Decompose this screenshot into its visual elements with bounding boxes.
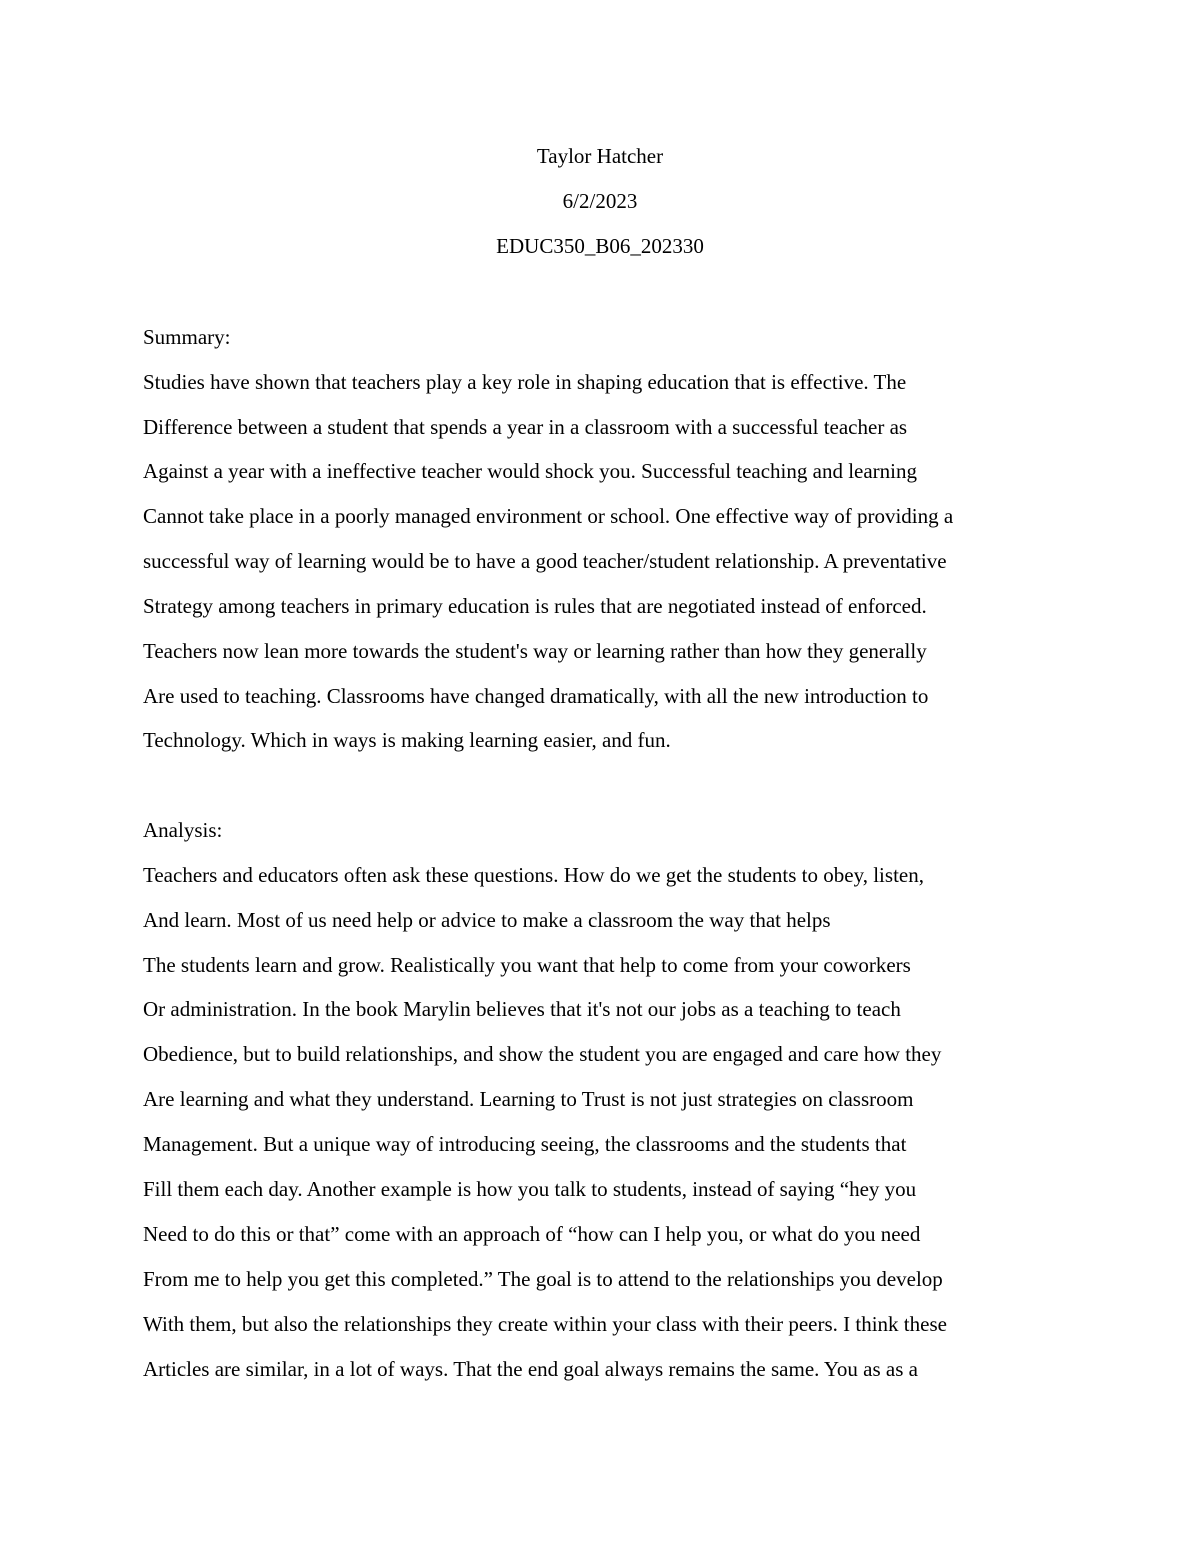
analysis-line: Management. But a unique way of introducing seeing, the classrooms and the students that bbox=[143, 1132, 907, 1156]
document-date: 6/2/2023 bbox=[562, 189, 638, 213]
analysis-line: And learn. Most of us need help or advice to make a classroom the way that helps bbox=[143, 908, 831, 932]
summary-line: Strategy among teachers in primary education is rules that are negotiated instead of enforced. bbox=[143, 594, 927, 618]
analysis-line: Are learning and what they understand. Learning to Trust is not just strategies on classroom bbox=[143, 1087, 914, 1111]
summary-line: Difference between a student that spends a year in a classroom with a successful teacher as bbox=[143, 415, 908, 439]
analysis-heading: Analysis: bbox=[143, 818, 223, 842]
analysis-line: With them, but also the relationships they create within your class with their peers. I think these bbox=[143, 1312, 947, 1336]
summary-line: Technology. Which in ways is making learning easier, and fun. bbox=[143, 728, 671, 752]
course-code: EDUC350_B06_202330 bbox=[496, 234, 704, 258]
analysis-line: The students learn and grow. Realistically you want that help to come from your coworkers bbox=[143, 953, 911, 977]
analysis-line: Teachers and educators often ask these questions. How do we get the students to obey, listen, bbox=[143, 863, 924, 887]
analysis-line: Articles are similar, in a lot of ways. That the end goal always remains the same. You as as a bbox=[143, 1357, 918, 1381]
analysis-line: From me to help you get this completed.” The goal is to attend to the relationships you develop bbox=[143, 1267, 943, 1291]
analysis-line: Obedience, but to build relationships, and show the student you are engaged and care how they bbox=[143, 1042, 942, 1066]
summary-heading: Summary: bbox=[143, 325, 231, 349]
summary-line: Teachers now lean more towards the student's way or learning rather than how they generally bbox=[143, 639, 927, 663]
author-name: Taylor Hatcher bbox=[536, 144, 664, 168]
analysis-line: Or administration. In the book Marylin believes that it's not our jobs as a teaching to teach bbox=[143, 997, 901, 1021]
analysis-line: Fill them each day. Another example is how you talk to students, instead of saying “hey you bbox=[143, 1177, 917, 1201]
summary-line: Are used to teaching. Classrooms have changed dramatically, with all the new introduction to bbox=[143, 684, 929, 708]
summary-line: successful way of learning would be to have a good teacher/student relationship. A preventative bbox=[143, 549, 947, 573]
summary-line: Cannot take place in a poorly managed environment or school. One effective way of providing a bbox=[143, 504, 954, 528]
analysis-line: Need to do this or that” come with an approach of “how can I help you, or what do you need bbox=[143, 1222, 921, 1246]
summary-line: Studies have shown that teachers play a key role in shaping education that is effective. The bbox=[143, 370, 907, 394]
summary-line: Against a year with a ineffective teacher would shock you. Successful teaching and learning bbox=[143, 459, 918, 483]
